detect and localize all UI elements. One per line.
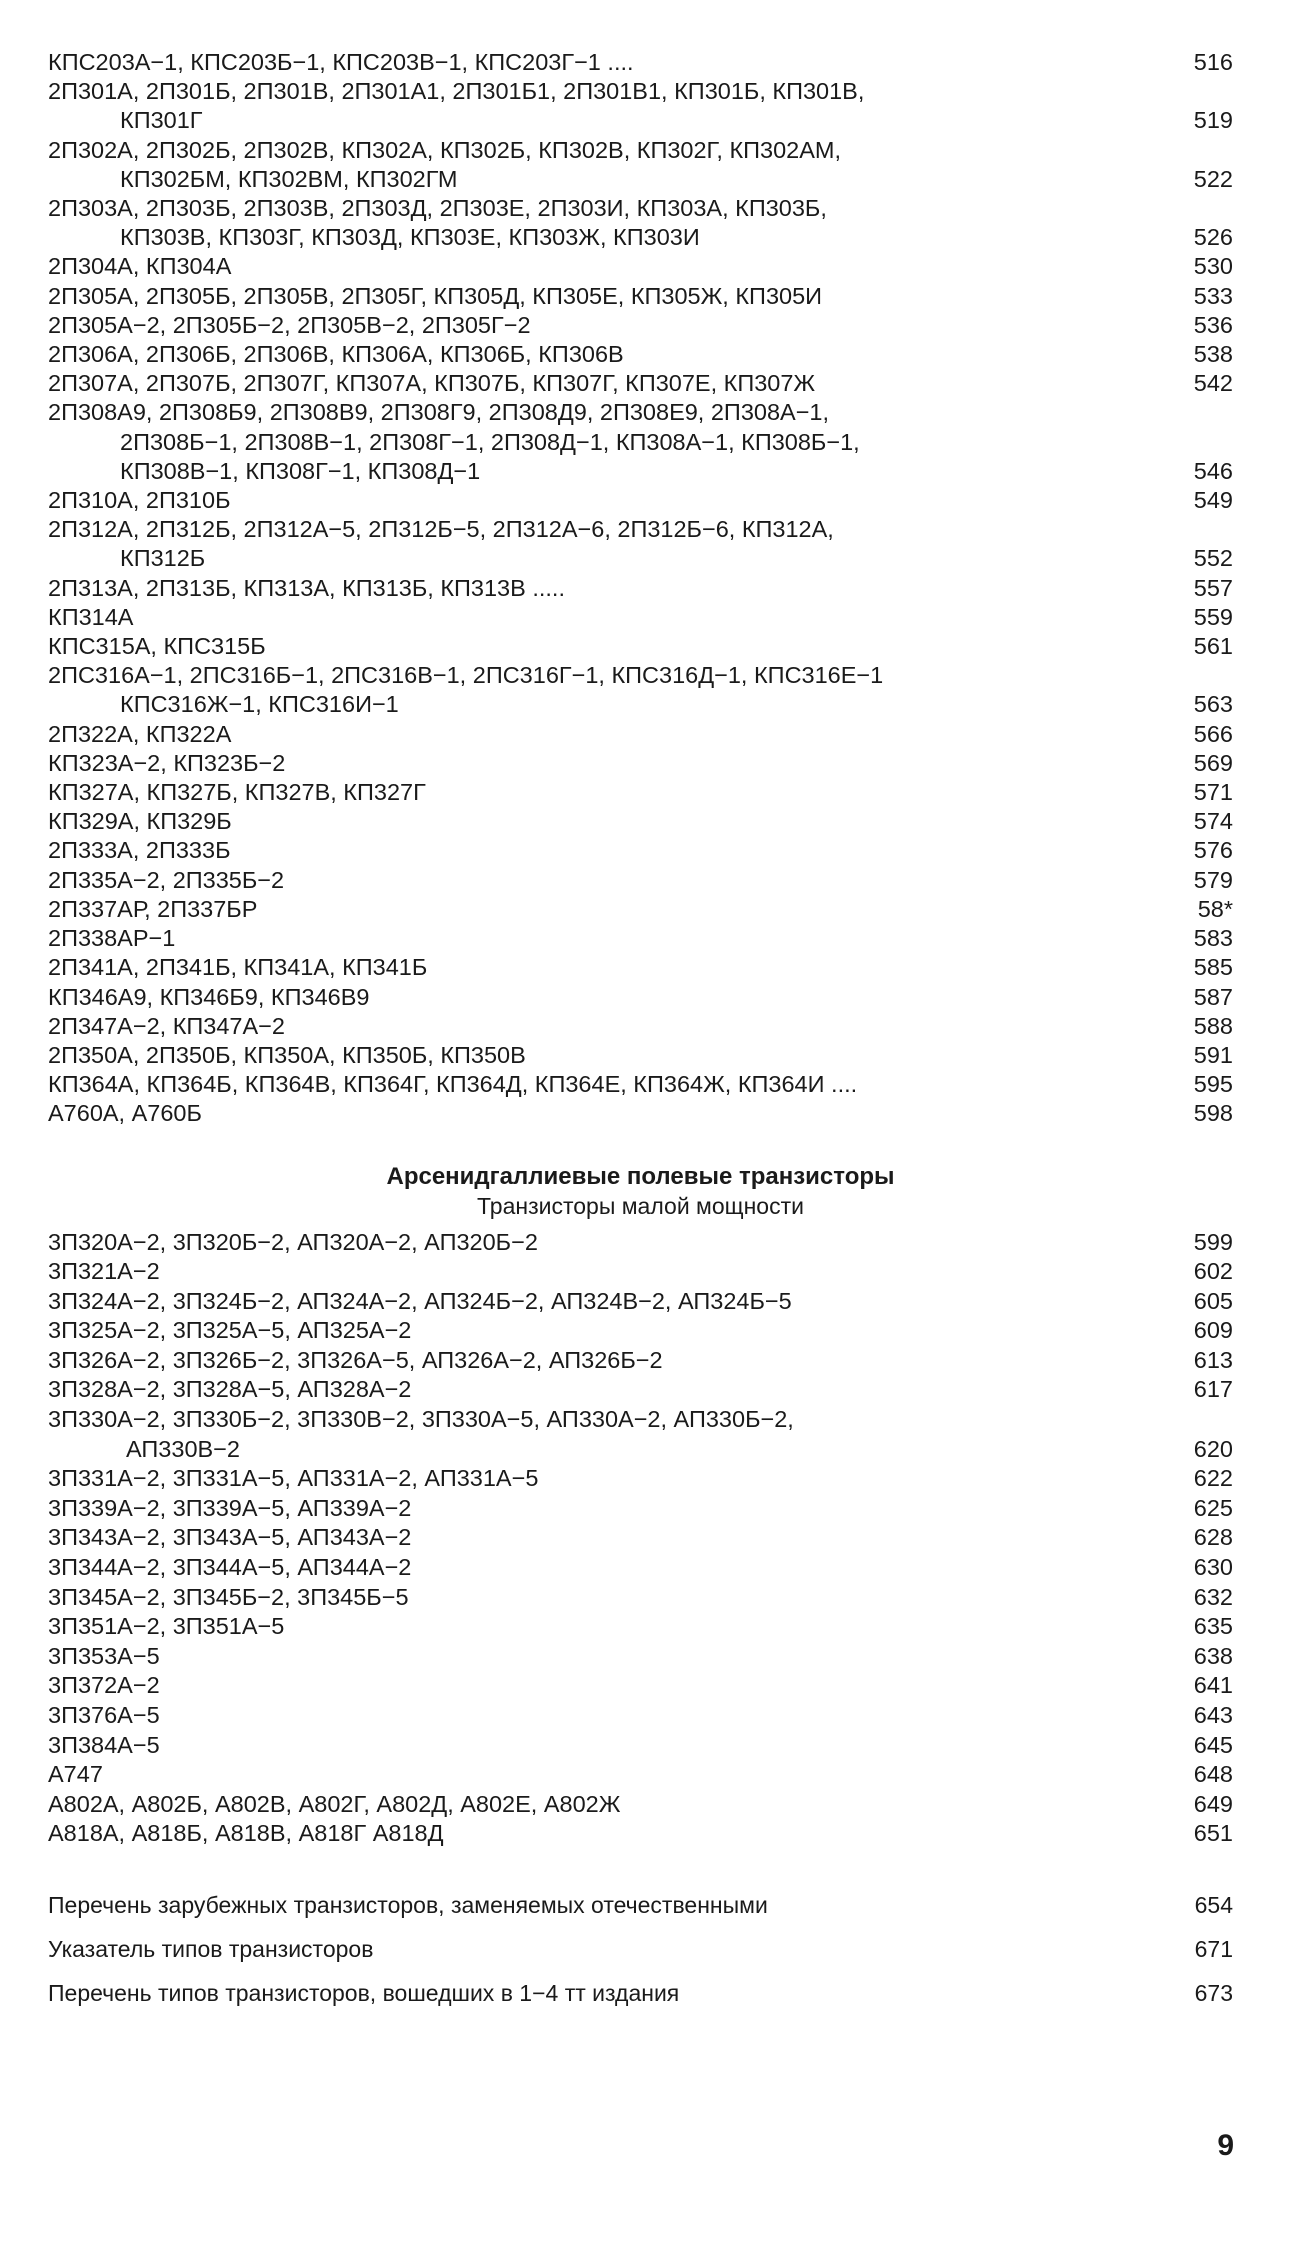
- toc-entry: [48, 1405, 1233, 1464]
- toc-entry-line: 3П376А−5: [48, 1702, 160, 1729]
- toc-entry-title: [48, 1790, 1171, 1820]
- toc-entry-page: 602: [1193, 1258, 1233, 1285]
- toc-entry-page: 538: [1193, 341, 1233, 368]
- toc-entry: [48, 1979, 1233, 2008]
- toc-entry-line: 2П303А, 2П303Б, 2П303В, 2П303Д, 2П303Е, 2П303И, КП303А, КП303Б,: [48, 195, 827, 222]
- toc-entry-title: [48, 1760, 1171, 1790]
- toc-entry: [48, 136, 1233, 194]
- toc-entry-line: 3П324А−2, 3П324Б−2, АП324А−2, АП324Б−2, АП324В−2, АП324Б−5: [48, 1287, 792, 1314]
- toc-entry: [48, 632, 1233, 661]
- toc-entry-page: 576: [1193, 837, 1233, 864]
- toc-entry-title: [48, 1257, 1171, 1287]
- toc-entry: [48, 1099, 1233, 1128]
- toc-entry-line: Указатель типов транзисторов: [48, 1935, 374, 1962]
- toc-entry-line: 2П301А, 2П301Б, 2П301В, 2П301А1, 2П301Б1, 2П301В1, КП301Б, КП301В,: [48, 78, 865, 105]
- toc-entry: [48, 778, 1233, 807]
- toc-entry: [48, 252, 1233, 281]
- toc-entry-page: 533: [1193, 282, 1233, 309]
- toc-entry-line: 2П335А−2, 2П335Б−2: [48, 866, 285, 893]
- toc-entry-title: [48, 77, 1171, 135]
- toc-entry-line: 2П306А, 2П306Б, 2П306В, КП306А, КП306Б, КП306В: [48, 341, 624, 368]
- toc-entry-line: 2П322А, КП322А: [48, 720, 232, 747]
- toc-entry-page: 557: [1193, 574, 1233, 601]
- toc-entry-line: 2П337АР, 2П337БР: [48, 895, 258, 922]
- toc-entry-line: АП330В−2: [126, 1435, 240, 1462]
- toc-entry-line: 3П351А−2, 3П351А−5: [48, 1613, 285, 1640]
- toc-entry-title: [48, 1316, 1171, 1346]
- toc-entry-line: КП301Г: [120, 107, 203, 134]
- toc-entry: [48, 1819, 1233, 1849]
- toc-entry-line: 2П312А, 2П312Б, 2П312А−5, 2П312Б−5, 2П312А−6, 2П312Б−6, КП312А,: [48, 516, 834, 543]
- toc-entry-title: [48, 1375, 1171, 1405]
- toc-entry: [48, 77, 1233, 135]
- toc-entry-title: [48, 311, 1171, 340]
- toc-entry-line: КП364А, КП364Б, КП364В, КП364Г, КП364Д, КП364Е, КП364Ж, КП364И ....: [48, 1071, 858, 1098]
- toc-entry-page: 583: [1193, 925, 1233, 952]
- toc-entry-line: КП303В, КП303Г, КП303Д, КП303Е, КП303Ж, КП303И: [120, 224, 700, 251]
- toc-entry-line: КП308В−1, КП308Г−1, КП308Д−1: [120, 457, 481, 484]
- toc-entry-title: [48, 895, 1171, 924]
- toc-entry-line: 2П308А9, 2П308Б9, 2П308В9, 2П308Г9, 2П308Д9, 2П308Е9, 2П308А−1,: [48, 399, 830, 426]
- toc-entry-title: [48, 1070, 1171, 1099]
- toc-entry-title: [48, 1891, 1171, 1920]
- toc-entry-line: КП329А, КП329Б: [48, 808, 232, 835]
- toc-group-gaas: [48, 1228, 1233, 1849]
- toc-entry-line: 3П321А−2: [48, 1258, 160, 1285]
- toc-entry-title: [48, 1523, 1171, 1553]
- toc-entry-page: 598: [1193, 1100, 1233, 1127]
- toc-entry-title: [48, 1731, 1171, 1761]
- toc-entry-title: [48, 924, 1171, 953]
- toc-entry: [48, 1935, 1233, 1964]
- toc-entry: [48, 924, 1233, 953]
- toc-entry-line: 2П305А, 2П305Б, 2П305В, 2П305Г, КП305Д, КП305Е, КП305Ж, КП305И: [48, 282, 823, 309]
- toc-entry-title: [48, 369, 1171, 398]
- toc-entry-page: 587: [1193, 983, 1233, 1010]
- toc-entry: [48, 749, 1233, 778]
- toc-entry-page: 549: [1193, 487, 1233, 514]
- toc-entry-title: [48, 1099, 1171, 1128]
- toc-entry: [48, 895, 1233, 924]
- toc-entry-line: КПС203А−1, КПС203Б−1, КПС203В−1, КПС203Г−1 ....: [48, 49, 634, 75]
- toc-entry-title: [48, 340, 1171, 369]
- toc-entry-page: 651: [1193, 1820, 1233, 1847]
- toc-entry: [48, 1553, 1233, 1583]
- toc-entry-page: 671: [1194, 1935, 1233, 1962]
- toc-entry-title: [48, 983, 1171, 1012]
- toc-entry-page: 595: [1193, 1071, 1233, 1098]
- toc-entry-page: 605: [1193, 1287, 1233, 1314]
- toc-entry-title: [48, 953, 1171, 982]
- toc-entry-title: [48, 1464, 1171, 1494]
- toc-entry-line: КП327А, КП327Б, КП327В, КП327Г: [48, 779, 426, 806]
- toc-entry: [48, 1642, 1233, 1672]
- toc-entry-title: [48, 398, 1171, 486]
- toc-entry: [48, 1316, 1233, 1346]
- toc-entry: [48, 1494, 1233, 1524]
- toc-entry-line: 3П320А−2, 3П320Б−2, АП320А−2, АП320Б−2: [48, 1228, 538, 1255]
- toc-entry-page: 563: [1193, 691, 1233, 718]
- section-title: Арсенидгаллиевые полевые транзисторы: [386, 1162, 895, 1190]
- toc-entry-title: [48, 1494, 1171, 1524]
- toc-entry-line: 2П338АР−1: [48, 925, 176, 952]
- toc-entry-line: А802А, А802Б, А802В, А802Г, А802Д, А802Е, А802Ж: [48, 1790, 621, 1817]
- toc-entry-line: 2П333А, 2П333Б: [48, 837, 231, 864]
- toc-entry: [48, 282, 1233, 311]
- toc-entry-line: 2П341А, 2П341Б, КП341А, КП341Б: [48, 954, 428, 981]
- toc-entry-page: 628: [1193, 1524, 1233, 1551]
- toc-entry: [48, 340, 1233, 369]
- toc-entry-page: 585: [1193, 954, 1233, 981]
- toc-entry-title: [48, 749, 1171, 778]
- toc-entry-page: 571: [1193, 779, 1233, 806]
- toc-entry-page: 536: [1193, 311, 1233, 338]
- toc-entry: [48, 1671, 1233, 1701]
- toc-entry: [48, 866, 1233, 895]
- toc-entry-title: [48, 1287, 1171, 1317]
- toc-entry-title: [48, 282, 1171, 311]
- toc-entry-line: КП323А−2, КП323Б−2: [48, 749, 286, 776]
- toc-entry-title: [48, 1642, 1171, 1672]
- toc-entry: [48, 720, 1233, 749]
- toc-entry-page: 516: [1193, 49, 1233, 75]
- toc-entry-page: 609: [1193, 1317, 1233, 1344]
- toc-entry-page: 622: [1193, 1465, 1233, 1492]
- toc-entry: [48, 603, 1233, 632]
- toc-entry-line: КП302БМ, КП302ВМ, КП302ГМ: [120, 165, 458, 192]
- toc-entry-line: 3П384А−5: [48, 1731, 160, 1758]
- toc-entry-page: 643: [1193, 1702, 1233, 1729]
- toc-entry-page: 625: [1193, 1494, 1233, 1521]
- toc-entry-line: 3П339А−2, 3П339А−5, АП339А−2: [48, 1494, 412, 1521]
- toc-entry-page: 530: [1193, 253, 1233, 280]
- toc-entry-title: [48, 1405, 1171, 1464]
- toc-entry-line: 2П347А−2, КП347А−2: [48, 1012, 285, 1039]
- toc-entry: [48, 1228, 1233, 1258]
- toc-entry-title: [48, 48, 1171, 77]
- toc-entry-title: [48, 1819, 1171, 1849]
- toc-entry-line: 3П343А−2, 3П343А−5, АП343А−2: [48, 1524, 412, 1551]
- toc-entry-line: 3П325А−2, 3П325А−5, АП325А−2: [48, 1317, 412, 1344]
- toc-entry: [48, 661, 1233, 719]
- toc-entry: [48, 1070, 1233, 1099]
- toc-entry: [48, 807, 1233, 836]
- toc-entry: [48, 1041, 1233, 1070]
- toc-entry-page: 649: [1193, 1790, 1233, 1817]
- toc-entry-page: 673: [1194, 1979, 1233, 2006]
- toc-entry-line: 3П330А−2, 3П330Б−2, 3П330В−2, 3П330А−5, АП330А−2, АП330Б−2,: [48, 1406, 794, 1433]
- toc-entry: [48, 311, 1233, 340]
- toc-entry-line: 2П304А, КП304А: [48, 253, 232, 280]
- toc-entry-page: 648: [1193, 1761, 1233, 1788]
- toc-entry-page: 561: [1193, 633, 1233, 660]
- toc-entry-line: КПС315А, КПС315Б: [48, 633, 266, 660]
- toc-entry: [48, 1612, 1233, 1642]
- toc-entry-page: 522: [1193, 165, 1233, 192]
- toc-entry-title: [48, 1553, 1171, 1583]
- toc-entry-line: КПС316Ж−1, КПС316И−1: [120, 691, 399, 718]
- toc-entry-line: Перечень типов транзисторов, вошедших в 1−4 тт издания: [48, 1979, 680, 2006]
- toc-entry-line: КП312Б: [120, 545, 206, 572]
- toc-entry-title: [48, 1979, 1171, 2008]
- toc-entry-page: 569: [1193, 749, 1233, 776]
- toc-entry-page: 574: [1193, 808, 1233, 835]
- toc-entry-page: 566: [1193, 720, 1233, 747]
- toc-entry-page: 559: [1193, 603, 1233, 630]
- toc-entry: [48, 1891, 1233, 1920]
- toc-entry-title: [48, 194, 1171, 252]
- section-subtitle: Транзисторы малой мощности: [477, 1192, 804, 1219]
- toc-entry-title: [48, 515, 1171, 573]
- toc-entry-title: [48, 1228, 1171, 1258]
- toc-group-field-effect: [48, 48, 1233, 1129]
- toc-entry-page: 630: [1193, 1554, 1233, 1581]
- toc-entry-line: 2П313А, 2П313Б, КП313А, КП313Б, КП313В .....: [48, 574, 565, 601]
- toc-entry: [48, 398, 1233, 486]
- toc-entry-line: 2П302А, 2П302Б, 2П302В, КП302А, КП302Б, КП302В, КП302Г, КП302АМ,: [48, 136, 842, 163]
- toc-entry-title: [48, 1701, 1171, 1731]
- toc-entry-page: 613: [1193, 1346, 1233, 1373]
- toc-entry-title: [48, 866, 1171, 895]
- toc-entry-line: А747: [48, 1761, 103, 1788]
- toc-entry: [48, 836, 1233, 865]
- toc-entry: [48, 1464, 1233, 1494]
- toc-entry: [48, 1346, 1233, 1376]
- toc-entry-title: [48, 486, 1171, 515]
- toc-group-appendix: [48, 1891, 1233, 2008]
- toc-entry-line: КП314А: [48, 603, 134, 630]
- toc-entry-line: 3П353А−5: [48, 1642, 160, 1669]
- toc-entry: [48, 1583, 1233, 1613]
- toc-page: [48, 48, 1233, 2023]
- toc-entry-title: [48, 252, 1171, 281]
- toc-entry-title: [48, 136, 1171, 194]
- toc-entry: [48, 369, 1233, 398]
- toc-entry-title: [48, 1583, 1171, 1613]
- toc-entry-page: 645: [1193, 1731, 1233, 1758]
- toc-entry: [48, 1760, 1233, 1790]
- toc-entry: [48, 1257, 1233, 1287]
- toc-entry-title: [48, 574, 1171, 603]
- toc-entry-page: 519: [1193, 107, 1233, 134]
- section-heading: [48, 1162, 1233, 1220]
- toc-entry: [48, 486, 1233, 515]
- toc-entry-page: 641: [1193, 1672, 1233, 1699]
- toc-entry: [48, 574, 1233, 603]
- toc-entry: [48, 48, 1233, 77]
- toc-entry: [48, 1287, 1233, 1317]
- toc-entry-page: 546: [1193, 457, 1233, 484]
- toc-entry-page: 552: [1193, 545, 1233, 572]
- toc-entry-line: 3П344А−2, 3П344А−5, АП344А−2: [48, 1554, 412, 1581]
- toc-entry: [48, 1523, 1233, 1553]
- toc-entry-line: А760А, А760Б: [48, 1100, 202, 1127]
- toc-entry-line: 2П307А, 2П307Б, 2П307Г, КП307А, КП307Б, КП307Г, КП307Е, КП307Ж: [48, 370, 816, 397]
- toc-entry: [48, 1701, 1233, 1731]
- toc-entry-title: [48, 1346, 1171, 1376]
- toc-entry-line: 2П350А, 2П350Б, КП350А, КП350Б, КП350В: [48, 1041, 526, 1068]
- toc-entry: [48, 515, 1233, 573]
- toc-entry-page: 526: [1193, 224, 1233, 251]
- toc-entry-line: Перечень зарубежных транзисторов, заменяемых отечественными: [48, 1891, 768, 1918]
- toc-entry-page: 599: [1193, 1228, 1233, 1255]
- toc-entry-line: 3П326А−2, 3П326Б−2, 3П326А−5, АП326А−2, АП326Б−2: [48, 1346, 663, 1373]
- toc-entry-page: 620: [1193, 1435, 1233, 1462]
- toc-entry-line: 2П308Б−1, 2П308В−1, 2П308Г−1, 2П308Д−1, КП308А−1, КП308Б−1,: [120, 428, 860, 455]
- toc-entry-line: 3П328А−2, 3П328А−5, АП328А−2: [48, 1376, 412, 1403]
- toc-entry-page: 638: [1193, 1642, 1233, 1669]
- toc-entry-line: 3П372А−2: [48, 1672, 160, 1699]
- toc-entry-page: 591: [1193, 1041, 1233, 1068]
- toc-entry-page: 654: [1194, 1891, 1233, 1918]
- toc-entry: [48, 1790, 1233, 1820]
- toc-entry: [48, 1012, 1233, 1041]
- page-number: 9: [1217, 2129, 1234, 2162]
- toc-entry-title: [48, 807, 1171, 836]
- toc-entry-title: [48, 1935, 1171, 1964]
- toc-entry-page: 617: [1193, 1376, 1233, 1403]
- toc-entry: [48, 953, 1233, 982]
- toc-entry-title: [48, 632, 1171, 661]
- toc-entry-page: 632: [1193, 1583, 1233, 1610]
- toc-entry-title: [48, 720, 1171, 749]
- toc-entry-line: 3П345А−2, 3П345Б−2, 3П345Б−5: [48, 1583, 409, 1610]
- toc-entry-line: 2П310А, 2П310Б: [48, 487, 231, 514]
- toc-entry-title: [48, 1041, 1171, 1070]
- toc-entry-line: А818А, А818Б, А818В, А818Г А818Д: [48, 1820, 444, 1847]
- toc-entry-line: 2ПС316А−1, 2ПС316Б−1, 2ПС316В−1, 2ПС316Г−1, КПС316Д−1, КПС316Е−1: [48, 662, 884, 689]
- toc-entry-page: 58*: [1197, 895, 1233, 922]
- toc-entry-page: 635: [1193, 1613, 1233, 1640]
- toc-entry-line: КП346А9, КП346Б9, КП346В9: [48, 983, 370, 1010]
- toc-entry-page: 542: [1193, 370, 1233, 397]
- toc-entry: [48, 983, 1233, 1012]
- toc-entry-title: [48, 603, 1171, 632]
- toc-entry-line: 2П305А−2, 2П305Б−2, 2П305В−2, 2П305Г−2: [48, 311, 531, 338]
- toc-entry: [48, 194, 1233, 252]
- toc-entry-title: [48, 1671, 1171, 1701]
- toc-entry-page: 579: [1193, 866, 1233, 893]
- toc-entry: [48, 1731, 1233, 1761]
- toc-entry-title: [48, 778, 1171, 807]
- toc-entry-title: [48, 1612, 1171, 1642]
- toc-entry-title: [48, 836, 1171, 865]
- toc-entry-page: 588: [1193, 1012, 1233, 1039]
- toc-entry-title: [48, 1012, 1171, 1041]
- toc-entry-line: 3П331А−2, 3П331А−5, АП331А−2, АП331А−5: [48, 1465, 539, 1492]
- toc-entry: [48, 1375, 1233, 1405]
- toc-entry-title: [48, 661, 1171, 719]
